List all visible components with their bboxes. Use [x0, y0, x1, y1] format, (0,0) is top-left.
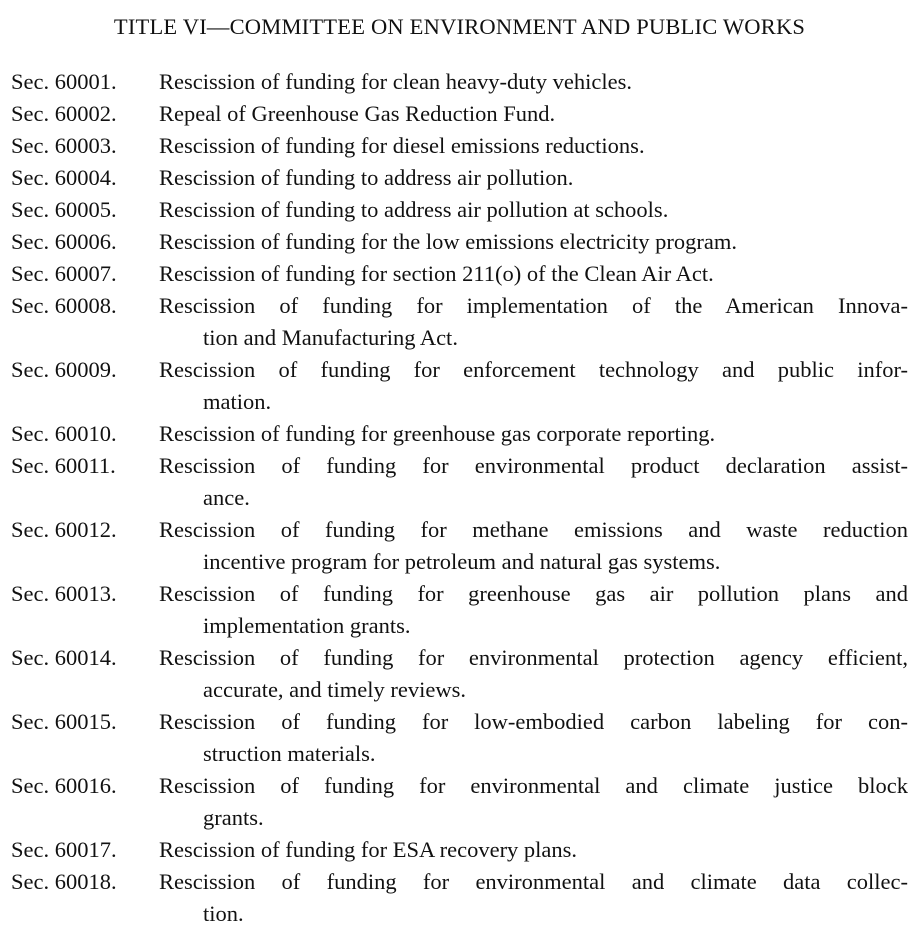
section-entry: [11, 418, 908, 450]
section-number: Sec. 60006.: [11, 229, 117, 254]
section-heading: [159, 258, 908, 290]
section-entry: [11, 770, 908, 834]
section-heading-line: Rescission of funding for environmental and climate justice block: [159, 773, 908, 798]
section-number: Sec. 60001.: [11, 69, 117, 94]
section-heading: [159, 226, 908, 258]
section-heading-line: Rescission of funding for low-embodied carbon labeling for con-: [159, 709, 908, 734]
section-number: Sec. 60007.: [11, 261, 117, 286]
section-heading-continuation: tion and Manufacturing Act.: [203, 325, 458, 350]
section-list: [11, 66, 908, 930]
section-entry: [11, 834, 908, 866]
section-number: Sec. 60017.: [11, 837, 117, 862]
section-heading-line: Rescission of funding for the low emissions electricity program.: [159, 229, 738, 254]
section-heading-line: Rescission of funding for implementation of the American Innova-: [159, 293, 908, 318]
section-number: Sec. 60008.: [11, 293, 117, 318]
section-number: Sec. 60009.: [11, 357, 117, 382]
section-heading-line: Rescission of funding for greenhouse gas air pollution plans and: [159, 581, 908, 606]
section-heading-continuation: grants.: [203, 805, 264, 830]
section-heading: [159, 770, 908, 834]
section-entry: [11, 354, 908, 418]
section-heading: [159, 834, 908, 866]
section-entry: [11, 258, 908, 290]
section-entry: [11, 98, 908, 130]
section-heading: [159, 578, 908, 642]
section-number: Sec. 60013.: [11, 581, 117, 606]
section-number: Sec. 60004.: [11, 165, 117, 190]
section-heading-line: Rescission of funding to address air pollution.: [159, 165, 574, 190]
section-heading-line: Rescission of funding for environmental and climate data collec-: [159, 869, 908, 894]
section-entry: [11, 66, 908, 98]
section-heading-continuation: mation.: [203, 389, 272, 414]
section-entry: [11, 162, 908, 194]
section-number: Sec. 60005.: [11, 197, 117, 222]
section-heading-continuation: struction materials.: [203, 741, 376, 766]
section-heading: [159, 706, 908, 770]
section-heading-continuation: accurate, and timely reviews.: [203, 677, 467, 702]
section-number: Sec. 60018.: [11, 869, 117, 894]
section-heading-line: Rescission of funding for environmental protection agency efficient,: [159, 645, 908, 670]
section-heading: [159, 450, 908, 514]
section-entry: [11, 514, 908, 578]
section-entry: [11, 194, 908, 226]
section-heading: [159, 98, 908, 130]
section-number: Sec. 60016.: [11, 773, 117, 798]
section-heading-line: Rescission of funding for ESA recovery plans.: [159, 837, 578, 862]
section-number: Sec. 60010.: [11, 421, 117, 446]
section-heading-line: Rescission of funding to address air pollution at schools.: [159, 197, 669, 222]
section-entry: [11, 578, 908, 642]
section-heading: [159, 162, 908, 194]
section-entry: [11, 226, 908, 258]
section-heading-line: Rescission of funding for enforcement technology and public infor-: [159, 357, 908, 382]
section-heading: [159, 194, 908, 226]
section-heading: [159, 418, 908, 450]
section-heading-line: Rescission of funding for diesel emissions reductions.: [159, 133, 645, 158]
section-number: Sec. 60015.: [11, 709, 117, 734]
section-heading-continuation: ance.: [203, 485, 250, 510]
section-entry: [11, 706, 908, 770]
section-heading: [159, 642, 908, 706]
section-entry: [11, 866, 908, 930]
section-number: Sec. 60011.: [11, 453, 116, 478]
section-heading-line: Repeal of Greenhouse Gas Reduction Fund.: [159, 101, 556, 126]
title-heading: TITLE VI—COMMITTEE ON ENVIRONMENT AND PUBLIC WORKS: [113, 14, 806, 39]
section-heading: [159, 290, 908, 354]
section-heading-continuation: tion.: [203, 901, 244, 926]
section-entry: [11, 642, 908, 706]
section-heading: [159, 354, 908, 418]
section-number: Sec. 60002.: [11, 101, 117, 126]
section-number: Sec. 60003.: [11, 133, 117, 158]
section-heading-line: Rescission of funding for environmental product declaration assist-: [159, 453, 908, 478]
section-heading-line: Rescission of funding for section 211(o) of the Clean Air Act.: [159, 261, 714, 286]
section-number: Sec. 60012.: [11, 517, 117, 542]
section-heading-continuation: incentive program for petroleum and natural gas systems.: [203, 549, 721, 574]
section-entry: [11, 130, 908, 162]
section-heading: [159, 866, 908, 930]
section-entry: [11, 290, 908, 354]
section-heading: [159, 514, 908, 578]
section-entry: [11, 450, 908, 514]
section-heading-line: Rescission of funding for methane emissions and waste reduction: [159, 517, 908, 542]
section-heading-continuation: implementation grants.: [203, 613, 411, 638]
section-heading-line: Rescission of funding for clean heavy-duty vehicles.: [159, 69, 632, 94]
section-heading-line: Rescission of funding for greenhouse gas corporate reporting.: [159, 421, 716, 446]
section-number: Sec. 60014.: [11, 645, 117, 670]
section-heading: [159, 130, 908, 162]
section-heading: [159, 66, 908, 98]
